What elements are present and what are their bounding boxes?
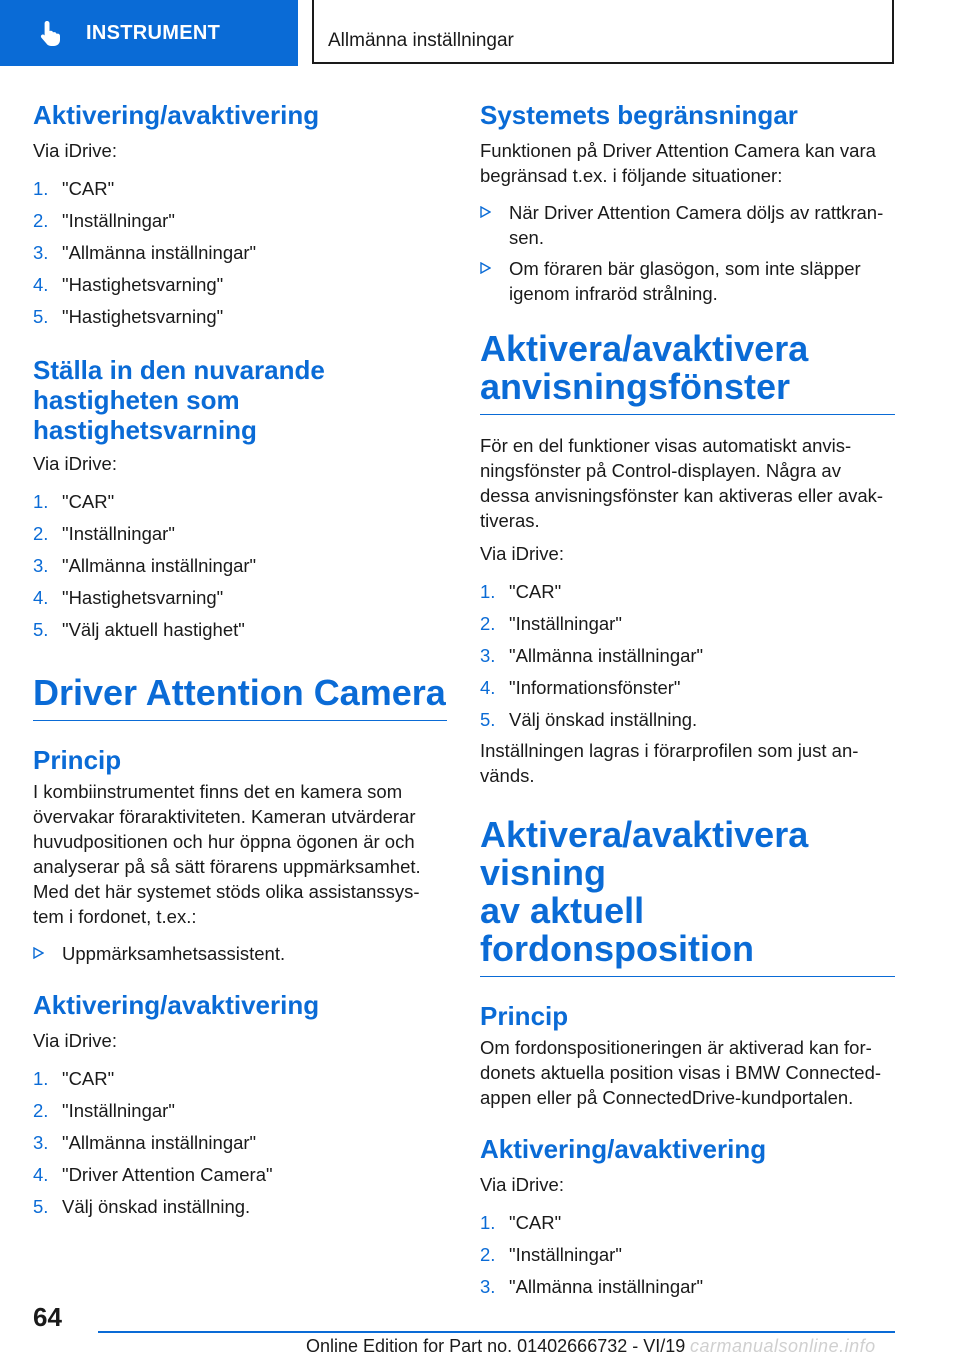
triangle-bullet-icon [480, 262, 491, 274]
step-item: 4. "Hastighetsvarning" [33, 587, 224, 608]
section-tab [0, 0, 298, 66]
principle-text: Om fordonspositioneringen är aktiverad kan for- donets aktuella position visas i BMW Connected- appen eller på ConnectedDrive-kundportalen. [480, 1037, 882, 1108]
right-column [480, 100, 895, 1303]
edition-text: Online Edition for Part no. 01402666732 - VI/19 [306, 1336, 686, 1356]
step-item: 5. "Välj aktuell hastighet" [33, 619, 245, 640]
step-item: 1. "CAR" [480, 581, 562, 602]
heading-activation: Aktivering/avaktivering [480, 1134, 767, 1164]
steps-list [33, 486, 447, 646]
bullet-item: När Driver Attention Camera döljs av rattkran- sen. [480, 200, 895, 250]
step-item: 3. "Allmänna inställningar" [33, 1132, 257, 1153]
step-item: 3. "Allmänna inställningar" [33, 242, 257, 263]
hand-pointer-icon [36, 18, 66, 48]
page-topic-box [312, 0, 894, 64]
step-item: 5. Välj önskad inställning. [480, 709, 698, 730]
heading-principle: Princip [33, 745, 122, 775]
info-windows-text: För en del funktioner visas automatiskt anvis- ningsfönster på Control-displayen. Några av dessa anvisningsfönster kan aktiveras eller avak- tiveras. [480, 435, 884, 531]
bullet-item: Uppmärksamhetsassistent. [33, 941, 447, 966]
step-item: 1. "CAR" [480, 1212, 562, 1233]
bullet-item: Om föraren bär glasögon, som inte släpper igenom infraröd strålning. [480, 256, 895, 306]
triangle-bullet-icon [33, 947, 44, 959]
step-item: 4. "Informationsfönster" [480, 677, 681, 698]
step-item: 4. "Driver Attention Camera" [33, 1164, 273, 1185]
heading-driver-attention-camera: Driver Attention Camera [33, 674, 447, 721]
step-item: 1. "CAR" [33, 491, 115, 512]
step-item: 5. "Hastighetsvarning" [33, 306, 224, 327]
step-item: 3. "Allmänna inställningar" [33, 555, 257, 576]
page-topic: Allmänna inställningar [328, 30, 514, 51]
section-label: INSTRUMENT [86, 21, 221, 44]
watermark: carmanualsonline.info [690, 1336, 876, 1356]
step-item: 5. Välj önskad inställning. [33, 1196, 251, 1217]
via-idrive-text: Via iDrive: [480, 543, 564, 564]
page-number: 64 [33, 1302, 62, 1332]
heading-activation: Aktivering/avaktivering [33, 990, 320, 1020]
footer-divider [98, 1331, 895, 1333]
via-idrive-text: Via iDrive: [480, 1174, 564, 1195]
heading-info-windows: Aktivera/avaktivera anvisningsfönster [480, 330, 895, 415]
step-item: 3. "Allmänna inställningar" [480, 1276, 704, 1297]
heading-principle: Princip [480, 1001, 569, 1031]
bullet-list [33, 941, 447, 966]
step-item: 2. "Inställningar" [33, 523, 175, 544]
profile-note: Inställningen lagras i förarprofilen som just an- vänds. [480, 740, 859, 786]
steps-list [33, 173, 447, 333]
bullet-list [480, 200, 895, 306]
step-item: 1. "CAR" [33, 1068, 115, 1089]
steps-list [33, 1063, 447, 1223]
limits-intro: Funktionen på Driver Attention Camera kan vara begränsad t.ex. i följande situationer: [480, 140, 876, 186]
step-item: 3. "Allmänna inställningar" [480, 645, 704, 666]
step-item: 2. "Inställningar" [480, 613, 622, 634]
heading-vehicle-position: Aktivera/avaktivera visning av aktuell fordonsposition [480, 816, 895, 977]
step-item: 2. "Inställningar" [33, 1100, 175, 1121]
step-item: 4. "Hastighetsvarning" [33, 274, 224, 295]
heading-system-limits: Systemets begränsningar [480, 100, 798, 130]
heading-activation: Aktivering/avaktivering [33, 100, 320, 130]
step-item: 2. "Inställningar" [33, 210, 175, 231]
principle-text: I kombiinstrumentet finns det en kamera som övervakar föraraktiviteten. Kameran utvärderar huvudpositionen och hur öppna ögonen är och analyserar på så sätt förarens uppmärksamhet. Med det här systemet stöds olika assistanssys- tem i fordonet, t.ex.: [33, 781, 421, 927]
via-idrive-text: Via iDrive: [33, 453, 117, 474]
heading-set-speed: Ställa in den nuvarande hastigheten som hastighetsvarning [33, 355, 325, 445]
via-idrive-text: Via iDrive: [33, 140, 117, 161]
via-idrive-text: Via iDrive: [33, 1030, 117, 1051]
steps-list [480, 576, 895, 736]
steps-list [480, 1207, 895, 1303]
triangle-bullet-icon [480, 206, 491, 218]
step-item: 2. "Inställningar" [480, 1244, 622, 1265]
step-item: 1. "CAR" [33, 178, 115, 199]
left-column [33, 100, 447, 1223]
